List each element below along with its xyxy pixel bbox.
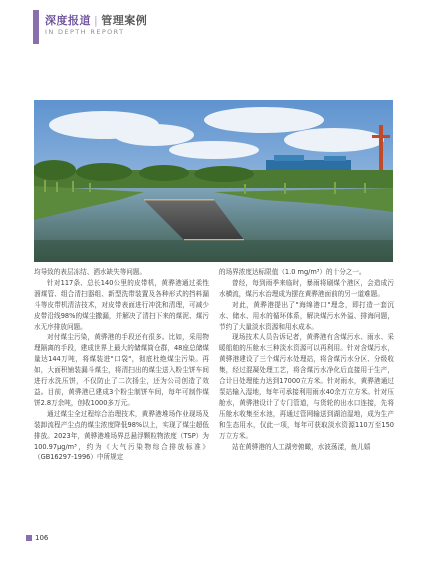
paragraph: 现场技术人员告诉记者，黄骅港有含煤污水、雨水、采暖船舶的压舱水三种淡水资源可以再利用。针对含煤污水，黄骅港建设了三个煤污水处理站，将含煤污水分区、分级收集，经过混凝处理工艺，将含煤污水净化后直接用于生产，合计日处理能力达到17000立方米。针对雨水，黄骅港通过泵站输入湿地，每年可承接利用雨水40余万立方米。针对压舱水，黄骅港设计了专门管道，与货轮的出水口连接，先将压舱水收集至水池，再通过管网输送到湖泊湿地，成为生产和生态用水，仅此一项，每年可获取淡水资源110万至150万立方米。 [219, 333, 394, 440]
paragraph: 针对117条、总长140公里的皮带机，黄骅港通过柔性溜煤管、组合清扫器组、新型洗带装置及各种形式的挡料漏斗等皮带机清洁技术，对皮带表面进行冲洗和清理，可减少皮带沿线98%的煤尘撒漏，并解决了清扫下来的煤泥、煤污水无序排放问题。 [34, 278, 209, 331]
paragraph: 对此，黄骅港提出了"海绵港口"理念，即打造一套沉水、储水、用水的循环体系，解决煤污水外溢、排海问题，节约了大量淡水资源和用水成本。 [219, 300, 394, 331]
paragraph: 对付煤尘污染，黄骅港的手段还有很多。比如，采用物理隔离的手段，建成世界上最大的储煤筒仓群，48座总储煤量达144万吨，将煤装进"口袋"，彻底杜绝煤尘污染。再如，大面积铺装漏斗煤尘，将清扫出的煤尘送入粉尘饼车间进行水洗压饼，不仅防止了二次扬尘，还为公司创造了效益。目前，黄骅港已建成3个粉尘制饼车间，每年可制作煤饼2.8万余吨，创收1000多万元。 [34, 333, 209, 407]
header-accent-bar [33, 10, 39, 44]
page-header [33, 10, 413, 44]
paragraph: 站在黄骅港的人工湖旁俯瞰，水波荡漾，鱼儿嬉 [232, 442, 371, 451]
header-separator: | [94, 14, 99, 27]
photo-illustration [34, 100, 393, 262]
paragraph: 的场界浓度达标限值（1.0 mg/m³）的十分之一。 [219, 268, 366, 276]
page-footer [26, 534, 48, 542]
subsection-name: 管理案例 [101, 14, 148, 27]
right-column [219, 267, 394, 452]
article-photo [34, 100, 393, 262]
footer-square-icon [26, 535, 32, 541]
page-number: 106 [35, 534, 49, 542]
paragraph: 曾经，每到雨季来临时，暴雨将刷煤个港区，会造成污水横流，煤污水治理成为摆在黄骅港面前的另一道难题。 [219, 278, 394, 298]
header-title [45, 12, 147, 28]
paragraph: 通过煤尘全过程综合治理技术，黄骅港堆场作业现场及装卸流程产尘点的煤尘浓度降低98%以上，实现了煤尘超低排放。2023年，黄骅港堆场界总悬浮颗粒物浓度（TSP）为100.97μg/m³，约为《大气污染物综合排放标准》（GB16297-1996）中所规定 [34, 409, 209, 462]
section-name: 深度报道 [45, 14, 91, 27]
header-english: IN DEPTH REPORT [45, 28, 125, 36]
left-column [34, 267, 209, 463]
paragraph: 均导致的表层冻结、洒水缺失等问题。 [34, 268, 147, 276]
water-reflection [34, 240, 393, 262]
